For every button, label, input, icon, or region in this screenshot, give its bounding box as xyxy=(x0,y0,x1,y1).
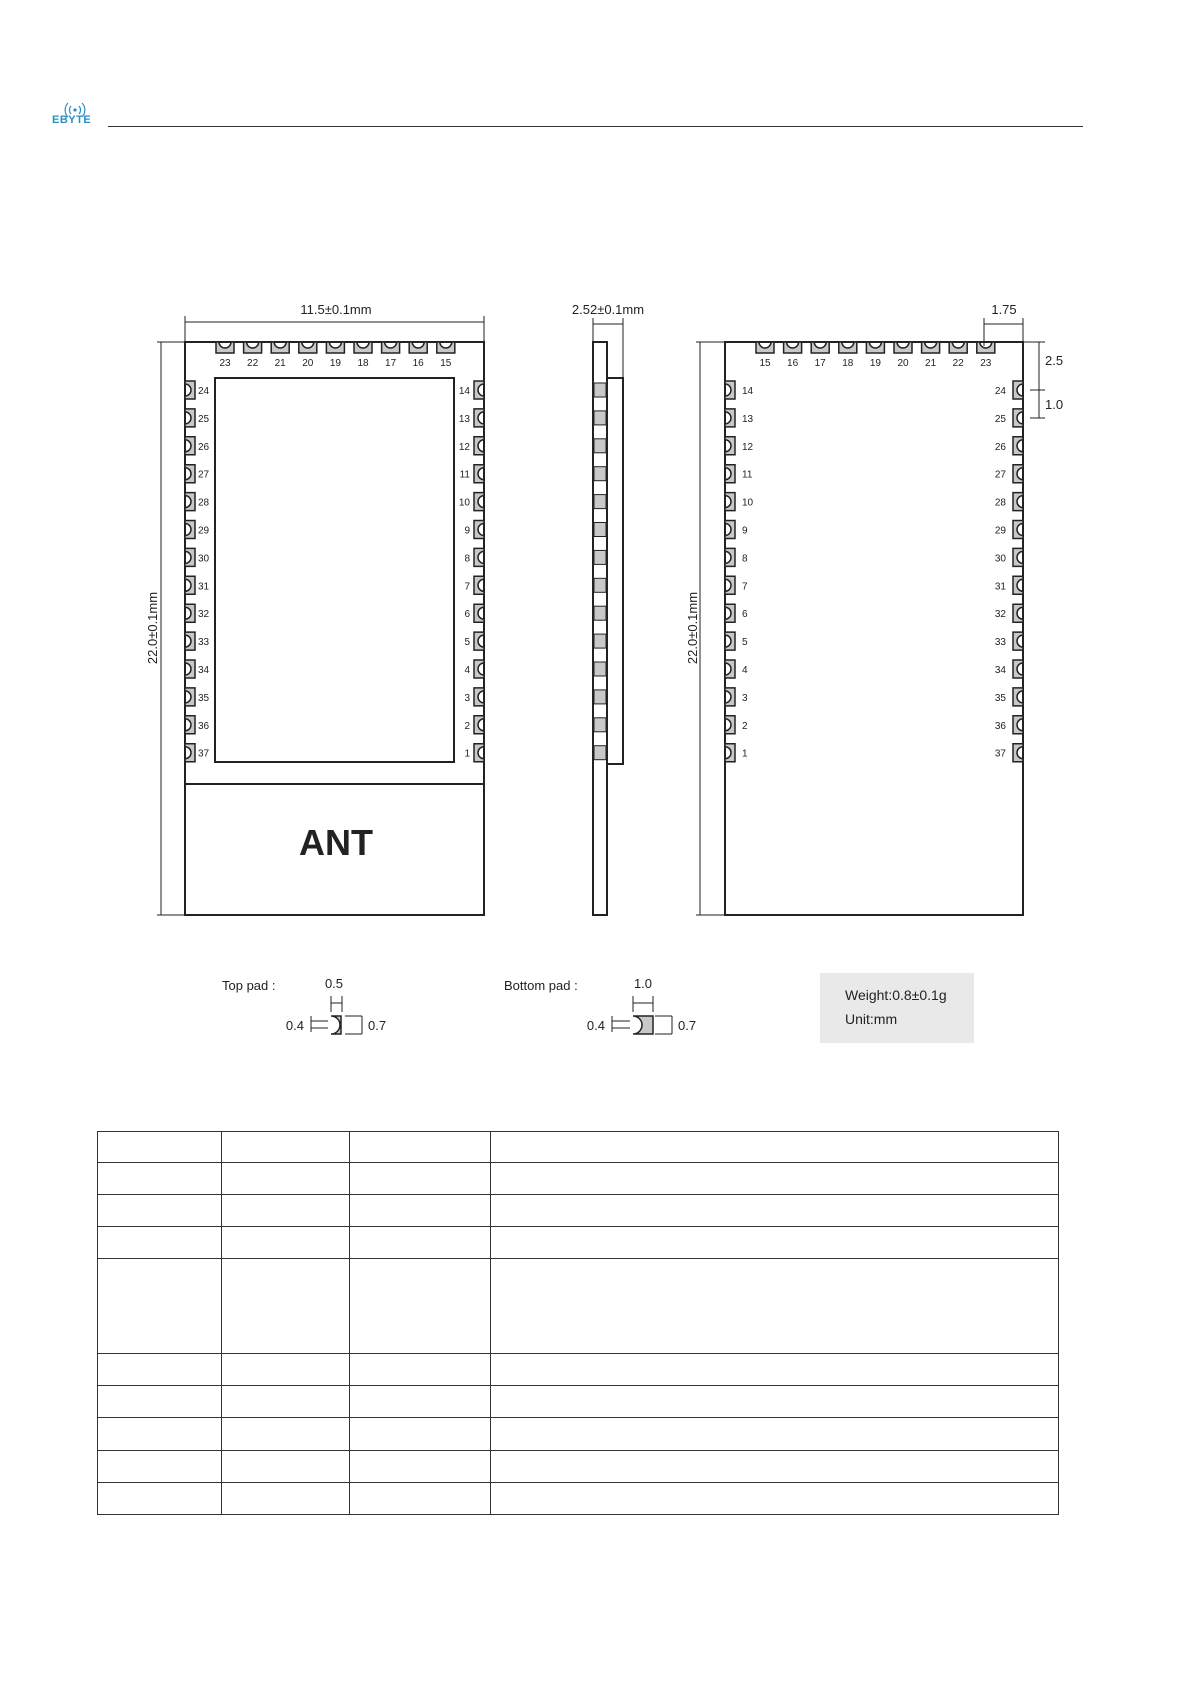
pin-label: 30 xyxy=(198,553,210,565)
pin-label: 27 xyxy=(994,469,1006,481)
pad xyxy=(725,409,735,427)
pad xyxy=(725,632,735,650)
pad xyxy=(474,604,484,622)
pin-definition-table xyxy=(97,1131,1059,1515)
side-pad xyxy=(594,495,606,509)
antenna-label: ANT xyxy=(299,822,373,863)
unit-value: Unit:mm xyxy=(845,1011,898,1027)
side-pad xyxy=(594,550,606,564)
pin-label: 22 xyxy=(247,358,259,369)
pad xyxy=(725,437,735,455)
pin-label: 24 xyxy=(198,386,210,397)
pad xyxy=(185,548,195,566)
pad xyxy=(185,409,195,427)
side-pad xyxy=(594,523,606,537)
pad xyxy=(474,744,484,762)
pad xyxy=(474,632,484,650)
bottom-pad-label: Bottom pad : xyxy=(504,978,578,993)
pad xyxy=(474,688,484,706)
bottom-pad-width: 1.0 xyxy=(633,976,653,991)
pin-label: 31 xyxy=(994,581,1006,593)
pin-label: 28 xyxy=(198,497,210,509)
pad xyxy=(1013,521,1023,539)
pad xyxy=(1013,548,1023,566)
pin-label: 10 xyxy=(742,497,754,509)
pad xyxy=(185,576,195,594)
bottom-height-dim: 22.0±0.1mm xyxy=(685,591,700,665)
module-dimension-drawing xyxy=(0,290,1192,1070)
top-pad-label: Top pad : xyxy=(222,978,276,993)
pin-label: 8 xyxy=(464,553,470,565)
pin-label: 31 xyxy=(198,581,210,593)
pad xyxy=(185,521,195,539)
top-width-dim: 11.5±0.1mm xyxy=(300,302,372,317)
pad xyxy=(756,342,774,353)
pad xyxy=(299,342,317,353)
pin-label: 18 xyxy=(357,358,369,369)
pad xyxy=(474,660,484,678)
pin-label: 29 xyxy=(994,525,1006,537)
pad xyxy=(725,716,735,734)
top-height-dim: 22.0±0.1mm xyxy=(145,591,160,665)
pad xyxy=(244,342,262,353)
pin-label: 20 xyxy=(302,358,314,369)
top-pad-shape xyxy=(331,1016,341,1034)
pin-label: 35 xyxy=(198,692,210,704)
pin-label: 13 xyxy=(742,413,754,425)
pad xyxy=(271,342,289,353)
pin-label: 19 xyxy=(869,358,881,369)
pin-label: 7 xyxy=(742,581,748,593)
side-pad xyxy=(594,383,606,397)
pin-label: 25 xyxy=(198,413,210,425)
pin-label: 37 xyxy=(994,748,1006,760)
logo-text: EBYTE xyxy=(52,114,92,126)
pad xyxy=(725,604,735,622)
pad xyxy=(1013,604,1023,622)
pad xyxy=(437,342,455,353)
pad xyxy=(354,342,372,353)
pin-label: 8 xyxy=(742,553,748,565)
pad xyxy=(185,437,195,455)
table-row xyxy=(98,1451,1059,1483)
pin-label: 23 xyxy=(219,358,231,369)
offset-dim: 2.5 xyxy=(1045,353,1064,368)
pad xyxy=(725,381,735,399)
side-pad xyxy=(594,411,606,425)
pad xyxy=(185,660,195,678)
side-pad xyxy=(594,606,606,620)
pin-label: 26 xyxy=(994,441,1006,453)
pad xyxy=(185,381,195,399)
side-pad xyxy=(594,634,606,648)
pin-label: 5 xyxy=(464,637,470,649)
bottom-view-pads xyxy=(725,342,1023,762)
table-row xyxy=(98,1483,1059,1515)
pad xyxy=(474,521,484,539)
pad xyxy=(409,342,427,353)
pad xyxy=(474,409,484,427)
pin-label: 32 xyxy=(198,609,210,621)
table-row xyxy=(98,1418,1059,1451)
pin-label: 33 xyxy=(994,637,1006,649)
pad xyxy=(784,342,802,353)
table-row xyxy=(98,1163,1059,1195)
pad xyxy=(1013,744,1023,762)
pin-label: 36 xyxy=(994,720,1006,732)
table-row xyxy=(98,1227,1059,1259)
top-view-pads xyxy=(185,342,484,762)
side-view-shield xyxy=(607,378,623,764)
pin-label: 24 xyxy=(994,386,1006,397)
pin-label: 19 xyxy=(329,358,341,369)
pin-label: 16 xyxy=(412,358,424,369)
shield-can-outline xyxy=(215,378,454,762)
pin-label: 3 xyxy=(742,692,748,704)
table-row xyxy=(98,1259,1059,1354)
weight-box xyxy=(820,973,974,1043)
pad xyxy=(1013,409,1023,427)
pad xyxy=(725,521,735,539)
side-pad xyxy=(594,662,606,676)
pin-label: 28 xyxy=(994,497,1006,509)
side-view-board xyxy=(593,342,607,915)
pad xyxy=(1013,576,1023,594)
pin-label: 12 xyxy=(742,441,754,453)
pad xyxy=(725,688,735,706)
pin-label: 5 xyxy=(742,637,748,649)
pad xyxy=(894,342,912,353)
pin-label: 35 xyxy=(994,692,1006,704)
pad xyxy=(977,342,995,353)
pin-label: 21 xyxy=(925,358,937,369)
pin-label: 15 xyxy=(440,358,452,369)
pad xyxy=(1013,437,1023,455)
pad xyxy=(474,381,484,399)
pad xyxy=(474,548,484,566)
pad xyxy=(326,342,344,353)
pitch-dim: 1.0 xyxy=(1045,397,1064,412)
pad xyxy=(474,465,484,483)
pad xyxy=(185,632,195,650)
side-pad xyxy=(594,467,606,481)
pin-label: 17 xyxy=(814,358,826,369)
pad xyxy=(1013,716,1023,734)
side-thickness-dim: 2.52±0.1mm xyxy=(571,302,645,317)
pin-label: 20 xyxy=(897,358,909,369)
pad xyxy=(811,342,829,353)
pin-label: 27 xyxy=(198,469,210,481)
corner-dim: 1.75 xyxy=(991,302,1017,317)
table-row xyxy=(98,1132,1059,1163)
pad xyxy=(1013,688,1023,706)
pin-label: 29 xyxy=(198,525,210,537)
pin-label: 11 xyxy=(742,469,753,481)
header-rule xyxy=(108,126,1083,127)
pin-label: 1 xyxy=(464,748,470,760)
pad xyxy=(185,716,195,734)
pin-label: 3 xyxy=(464,692,470,704)
bottom-pad-shape xyxy=(633,1016,653,1034)
pin-label: 2 xyxy=(464,720,470,732)
side-pad xyxy=(594,690,606,704)
pin-label: 22 xyxy=(952,358,964,369)
pad xyxy=(1013,493,1023,511)
pad xyxy=(922,342,940,353)
pin-label: 4 xyxy=(742,665,748,676)
pin-label: 16 xyxy=(787,358,799,369)
pin-label: 32 xyxy=(994,609,1006,621)
pad xyxy=(185,604,195,622)
pad xyxy=(1013,465,1023,483)
pad xyxy=(1013,381,1023,399)
pin-label: 11 xyxy=(459,469,470,481)
pad xyxy=(474,716,484,734)
pin-label: 36 xyxy=(198,720,210,732)
pin-label: 1 xyxy=(742,748,748,760)
pad xyxy=(474,576,484,594)
pad xyxy=(185,688,195,706)
pin-label: 18 xyxy=(842,358,854,369)
pin-label: 25 xyxy=(994,413,1006,425)
pin-label: 37 xyxy=(198,748,210,760)
pad xyxy=(725,493,735,511)
pad xyxy=(474,437,484,455)
pin-label: 23 xyxy=(980,358,992,369)
side-pad xyxy=(594,718,606,732)
pad xyxy=(382,342,400,353)
pad xyxy=(866,342,884,353)
pad xyxy=(949,342,967,353)
table-row xyxy=(98,1386,1059,1418)
pin-label: 4 xyxy=(464,665,470,676)
pad xyxy=(839,342,857,353)
pad xyxy=(725,660,735,678)
pin-label: 2 xyxy=(742,720,748,732)
bottom-view-outline xyxy=(725,342,1023,915)
pad xyxy=(185,465,195,483)
pin-label: 21 xyxy=(274,358,286,369)
pad xyxy=(725,548,735,566)
pin-label: 34 xyxy=(198,665,210,676)
pin-label: 7 xyxy=(464,581,470,593)
pin-label: 26 xyxy=(198,441,210,453)
pin-label: 14 xyxy=(458,386,470,397)
side-pad xyxy=(594,746,606,760)
bottom-pad-left: 0.4 xyxy=(586,1018,605,1033)
pin-label: 14 xyxy=(742,386,754,397)
top-pad-width: 0.5 xyxy=(324,976,344,991)
pad xyxy=(216,342,234,353)
pad xyxy=(725,744,735,762)
pad xyxy=(185,744,195,762)
pad xyxy=(1013,632,1023,650)
weight-value: Weight:0.8±0.1g xyxy=(845,987,947,1003)
pin-label: 30 xyxy=(994,553,1006,565)
table-row xyxy=(98,1354,1059,1386)
pad xyxy=(185,493,195,511)
bottom-pad-right: 0.7 xyxy=(678,1018,697,1033)
side-pad xyxy=(594,578,606,592)
pin-label: 6 xyxy=(464,609,470,621)
pad xyxy=(1013,660,1023,678)
pin-label: 34 xyxy=(994,665,1006,676)
side-pad xyxy=(594,439,606,453)
pad xyxy=(474,493,484,511)
table-row xyxy=(98,1195,1059,1227)
pad xyxy=(725,576,735,594)
pin-label: 15 xyxy=(759,358,771,369)
top-pad-left: 0.4 xyxy=(285,1018,304,1033)
pin-label: 17 xyxy=(385,358,397,369)
pin-label: 33 xyxy=(198,637,210,649)
pin-label: 9 xyxy=(464,525,470,537)
pin-label: 12 xyxy=(458,441,470,453)
pin-label: 10 xyxy=(458,497,470,509)
pin-label: 9 xyxy=(742,525,748,537)
pin-label: 13 xyxy=(458,413,470,425)
pin-label: 6 xyxy=(742,609,748,621)
pad xyxy=(725,465,735,483)
top-pad-right: 0.7 xyxy=(368,1018,387,1033)
